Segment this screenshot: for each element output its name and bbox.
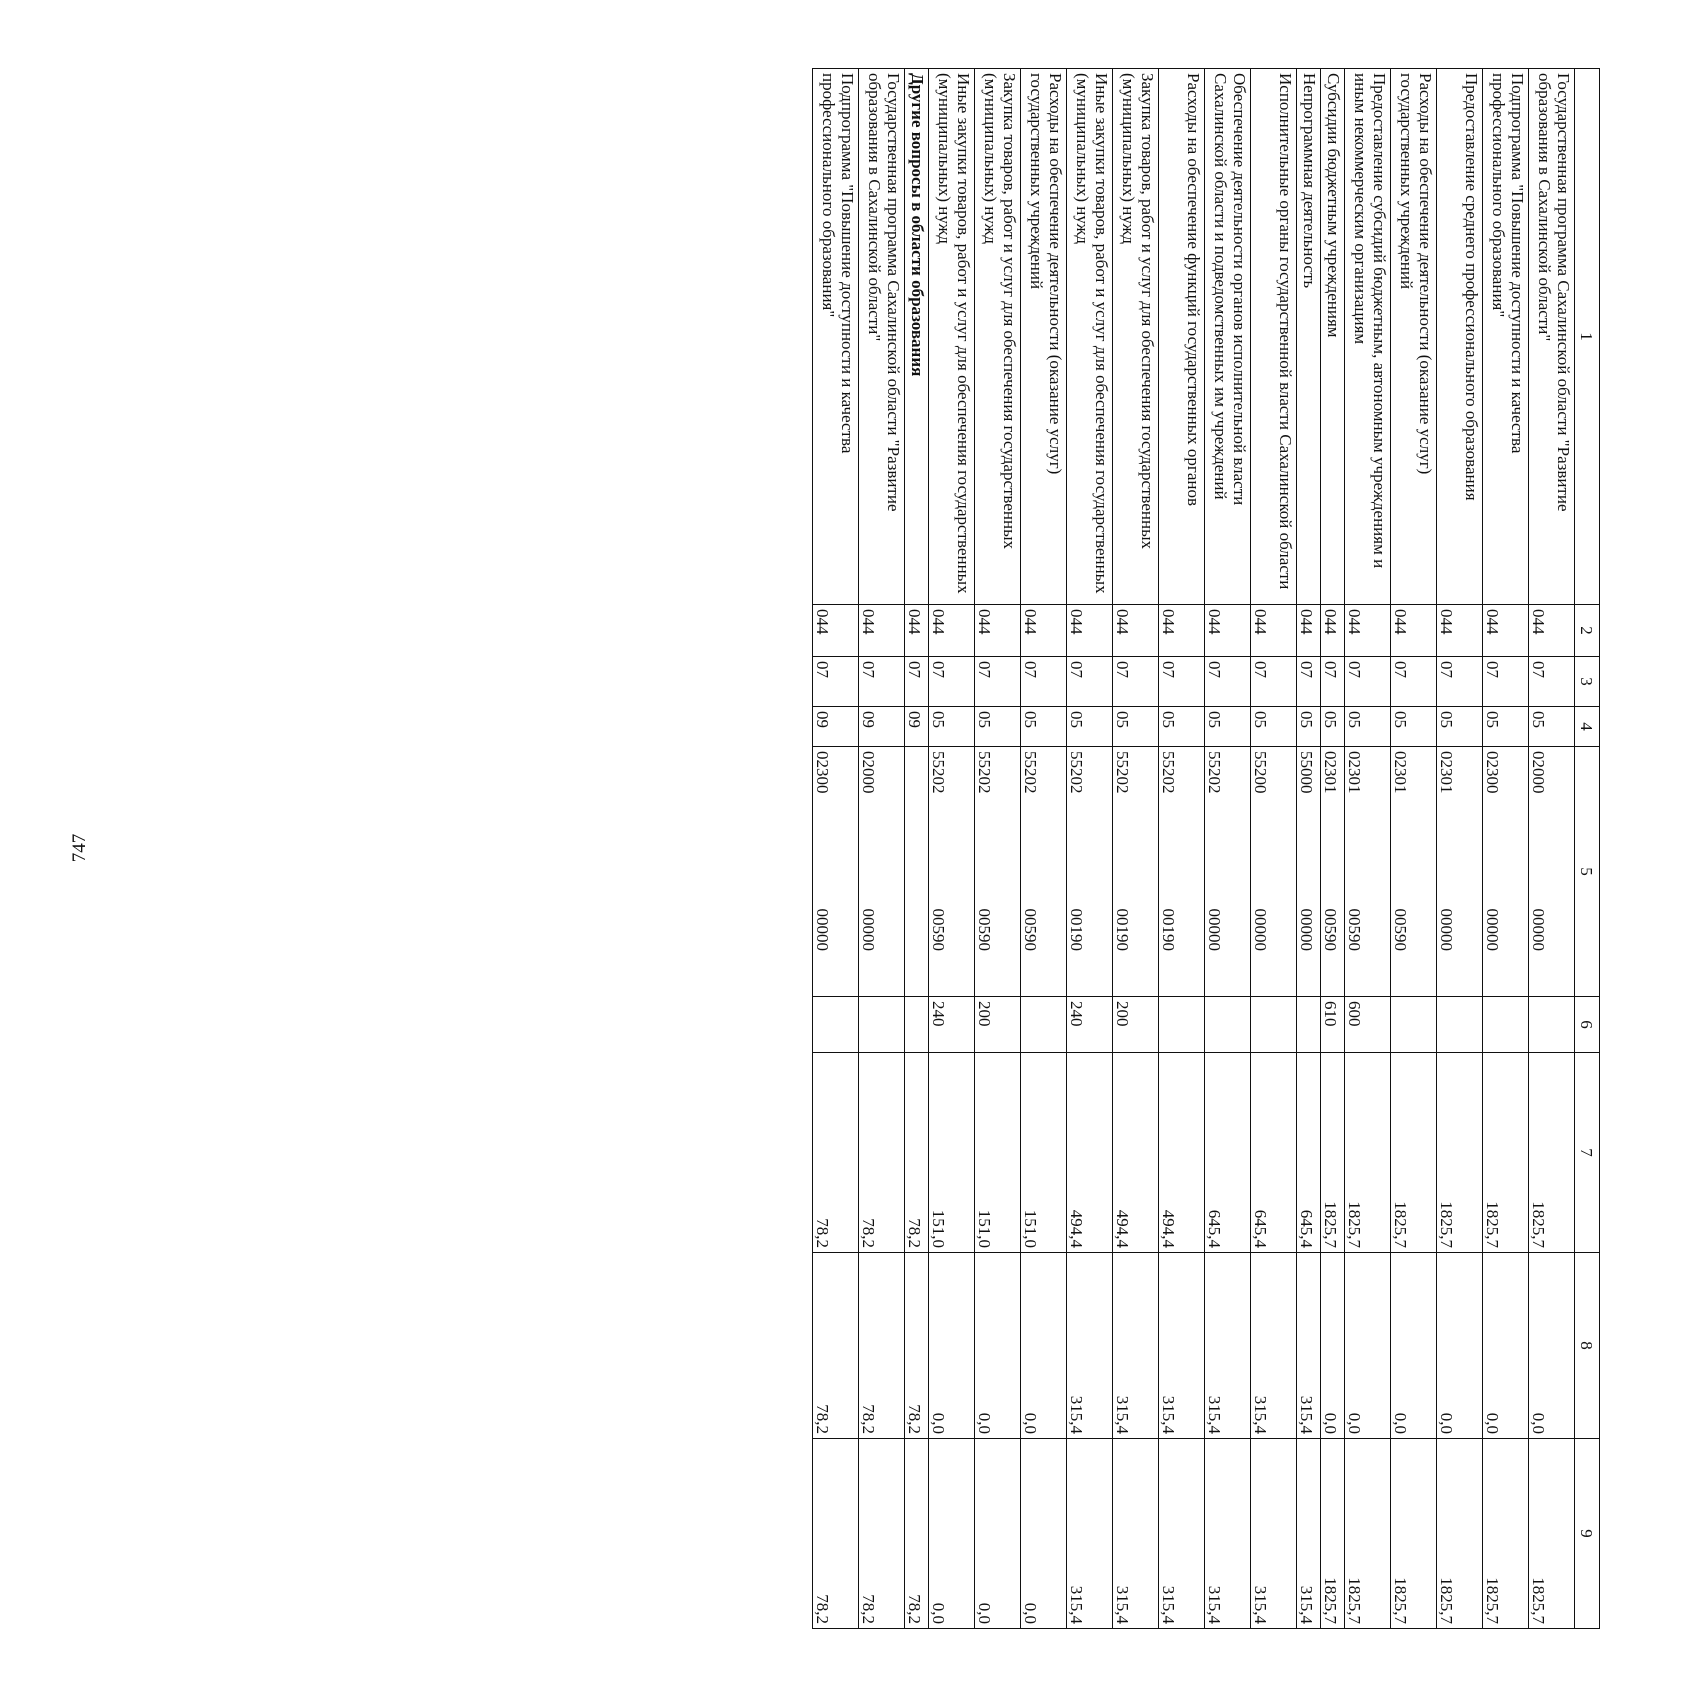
row-chapter: 044: [1391, 605, 1437, 657]
header-col-3: 3: [1575, 657, 1600, 707]
row-chapter: 044: [929, 605, 975, 657]
budget-table: [812, 68, 1600, 1629]
table-row: [905, 69, 929, 1629]
row-target-program: 55202: [1159, 747, 1205, 897]
table-row: [929, 69, 975, 1629]
row-amount-col8: 315,4: [1113, 1253, 1159, 1439]
row-amount-col8: 315,4: [1159, 1253, 1205, 1439]
row-subsection: 09: [905, 707, 929, 747]
row-target-program: 55000: [1297, 747, 1321, 897]
row-name: Иные закупки товаров, работ и услуг для обеспечения государственных (муниципальных) нужд: [1067, 69, 1113, 605]
row-amount-col9: 0,0: [1021, 1439, 1067, 1629]
table-row: [1251, 69, 1297, 1629]
row-target-direction: 00000: [1251, 897, 1297, 997]
row-subsection: 09: [859, 707, 905, 747]
row-amount-col9: 1825,7: [1483, 1439, 1529, 1629]
row-expense-type: 200: [1113, 997, 1159, 1053]
row-name: Предоставление субсидий бюджетным, автономным учреждениям и иным некоммерческим организациям: [1345, 69, 1391, 605]
row-amount-col9: 1825,7: [1345, 1439, 1391, 1629]
row-target-direction: 00000: [1297, 897, 1321, 997]
row-expense-type: [1483, 997, 1529, 1053]
rotated-content: [500, 0, 1700, 1700]
row-expense-type: 200: [975, 997, 1021, 1053]
row-section: 07: [859, 657, 905, 707]
row-amount-col8: 0,0: [1529, 1253, 1575, 1439]
row-amount-col7: 151,0: [975, 1053, 1021, 1253]
table-row: [859, 69, 905, 1629]
row-amount-col8: 0,0: [1391, 1253, 1437, 1439]
row-chapter: 044: [813, 605, 859, 657]
row-subsection: 05: [1483, 707, 1529, 747]
row-expense-type: [905, 997, 929, 1053]
row-target-program: 02300: [813, 747, 859, 897]
row-target-program: 02301: [1391, 747, 1437, 897]
row-chapter: 044: [975, 605, 1021, 657]
row-amount-col9: 1825,7: [1529, 1439, 1575, 1629]
row-amount-col7: 1825,7: [1529, 1053, 1575, 1253]
row-expense-type: 610: [1321, 997, 1345, 1053]
row-amount-col8: 0,0: [975, 1253, 1021, 1439]
row-amount-col7: 494,4: [1159, 1053, 1205, 1253]
header-col-9: 9: [1575, 1439, 1600, 1629]
row-subsection: 05: [1321, 707, 1345, 747]
row-chapter: 044: [905, 605, 929, 657]
row-target-direction: 00000: [1483, 897, 1529, 997]
row-amount-col7: 1825,7: [1483, 1053, 1529, 1253]
row-target-program: 02301: [1321, 747, 1345, 897]
row-amount-col9: 315,4: [1159, 1439, 1205, 1629]
row-expense-type: 600: [1345, 997, 1391, 1053]
row-expense-type: 240: [929, 997, 975, 1053]
row-chapter: 044: [1159, 605, 1205, 657]
row-expense-type: [859, 997, 905, 1053]
table-row: [1321, 69, 1345, 1629]
row-amount-col9: 315,4: [1251, 1439, 1297, 1629]
table-row: [813, 69, 859, 1629]
row-target-direction: 00590: [1391, 897, 1437, 997]
row-target-direction: 00190: [1067, 897, 1113, 997]
row-expense-type: [1205, 997, 1251, 1053]
row-target-program: 55202: [929, 747, 975, 897]
row-chapter: 044: [1321, 605, 1345, 657]
row-section: 07: [1345, 657, 1391, 707]
row-subsection: 05: [975, 707, 1021, 747]
row-target-direction: 00590: [1321, 897, 1345, 997]
table-row: [1483, 69, 1529, 1629]
row-chapter: 044: [1437, 605, 1483, 657]
row-amount-col8: 315,4: [1067, 1253, 1113, 1439]
row-amount-col9: 315,4: [1205, 1439, 1251, 1629]
row-section: 07: [1113, 657, 1159, 707]
row-amount-col8: 315,4: [1205, 1253, 1251, 1439]
row-target-direction: 00000: [813, 897, 859, 997]
row-name: Подпрограмма "Повышение доступности и качества профессионального образования": [1483, 69, 1529, 605]
row-amount-col8: 78,2: [813, 1253, 859, 1439]
row-chapter: 044: [1113, 605, 1159, 657]
row-target-program: 02301: [1345, 747, 1391, 897]
row-target-program: 02000: [1529, 747, 1575, 897]
row-section: 07: [813, 657, 859, 707]
row-chapter: 044: [1205, 605, 1251, 657]
row-amount-col7: 78,2: [813, 1053, 859, 1253]
row-amount-col8: 0,0: [929, 1253, 975, 1439]
row-amount-col9: 0,0: [929, 1439, 975, 1629]
row-expense-type: 240: [1067, 997, 1113, 1053]
row-chapter: 044: [1251, 605, 1297, 657]
row-amount-col7: 645,4: [1251, 1053, 1297, 1253]
table-row: [1113, 69, 1159, 1629]
row-chapter: 044: [1021, 605, 1067, 657]
row-expense-type: [1529, 997, 1575, 1053]
row-subsection: 05: [1345, 707, 1391, 747]
row-target-direction: 00000: [1529, 897, 1575, 997]
row-subsection: 05: [1113, 707, 1159, 747]
header-col-6: 6: [1575, 997, 1600, 1053]
row-amount-col9: 1825,7: [1391, 1439, 1437, 1629]
row-name: Исполнительные органы государственной власти Сахалинской области: [1251, 69, 1297, 605]
row-amount-col9: 78,2: [859, 1439, 905, 1629]
row-target-direction: 00190: [1159, 897, 1205, 997]
row-target-program: 02000: [859, 747, 905, 897]
row-subsection: 05: [1437, 707, 1483, 747]
row-subsection: 05: [1251, 707, 1297, 747]
row-target-direction: 00590: [1021, 897, 1067, 997]
row-section: 07: [1021, 657, 1067, 707]
row-target-direction: 00190: [1113, 897, 1159, 997]
header-col-1: 1: [1575, 69, 1600, 605]
row-target-direction: 00000: [1205, 897, 1251, 997]
header-col-5: 5: [1575, 747, 1600, 997]
row-name: Закупка товаров, работ и услуг для обеспечения государственных (муниципальных) нужд: [1113, 69, 1159, 605]
row-section: 07: [905, 657, 929, 707]
row-subsection: 05: [1529, 707, 1575, 747]
row-target-program: 55202: [1113, 747, 1159, 897]
row-section: 07: [1391, 657, 1437, 707]
row-section: 07: [1321, 657, 1345, 707]
row-amount-col8: 0,0: [1021, 1253, 1067, 1439]
table-body: [813, 69, 1575, 1629]
row-amount-col9: 315,4: [1067, 1439, 1113, 1629]
row-target-program: 55202: [1067, 747, 1113, 897]
table-row: [1345, 69, 1391, 1629]
row-amount-col9: 1825,7: [1321, 1439, 1345, 1629]
row-subsection: 05: [1067, 707, 1113, 747]
row-expense-type: [1159, 997, 1205, 1053]
row-subsection: 05: [1297, 707, 1321, 747]
row-amount-col8: 315,4: [1251, 1253, 1297, 1439]
row-amount-col9: 1825,7: [1437, 1439, 1483, 1629]
row-target-program: 02300: [1483, 747, 1529, 897]
row-target-program: 55202: [1205, 747, 1251, 897]
row-chapter: 044: [859, 605, 905, 657]
row-section: 07: [1483, 657, 1529, 707]
table-row: [1159, 69, 1205, 1629]
row-target-direction: [905, 897, 929, 997]
row-target-direction: 00590: [929, 897, 975, 997]
row-section: 07: [1437, 657, 1483, 707]
row-target-program: 55202: [975, 747, 1021, 897]
row-target-direction: 00590: [1345, 897, 1391, 997]
row-amount-col8: 315,4: [1297, 1253, 1321, 1439]
row-name: Обеспечение деятельности органов исполнительной власти Сахалинской области и подведомственных им учреждений: [1205, 69, 1251, 605]
page-number: 747: [69, 833, 90, 863]
row-amount-col9: 78,2: [813, 1439, 859, 1629]
row-expense-type: [1251, 997, 1297, 1053]
row-target-direction: 00590: [975, 897, 1021, 997]
header-col-7: 7: [1575, 1053, 1600, 1253]
row-subsection: 05: [1159, 707, 1205, 747]
row-name: Расходы на обеспечение функций государственных органов: [1159, 69, 1205, 605]
row-name: Предоставление среднего профессионального образования: [1437, 69, 1483, 605]
row-amount-col9: 78,2: [905, 1439, 929, 1629]
table-row: [1437, 69, 1483, 1629]
row-name: Расходы на обеспечение деятельности (оказание услуг) государственных учреждений: [1391, 69, 1437, 605]
row-section: 07: [1251, 657, 1297, 707]
row-expense-type: [1021, 997, 1067, 1053]
header-col-4: 4: [1575, 707, 1600, 747]
row-expense-type: [1391, 997, 1437, 1053]
row-target-direction: 00000: [859, 897, 905, 997]
row-amount-col7: 151,0: [929, 1053, 975, 1253]
row-chapter: 044: [1345, 605, 1391, 657]
row-section: 07: [1159, 657, 1205, 707]
row-target-direction: 00000: [1437, 897, 1483, 997]
row-expense-type: [1297, 997, 1321, 1053]
row-amount-col8: 0,0: [1345, 1253, 1391, 1439]
row-amount-col8: 0,0: [1437, 1253, 1483, 1439]
row-name: Государственная программа Сахалинской области "Развитие образования в Сахалинской области": [1529, 69, 1575, 605]
row-amount-col8: 0,0: [1483, 1253, 1529, 1439]
row-amount-col7: 494,4: [1113, 1053, 1159, 1253]
table-row: [1205, 69, 1251, 1629]
row-section: 07: [1297, 657, 1321, 707]
row-name: Закупка товаров, работ и услуг для обеспечения государственных (муниципальных) нужд: [975, 69, 1021, 605]
row-name: Субсидии бюджетным учреждениям: [1321, 69, 1345, 605]
header-row: [1575, 69, 1600, 1629]
row-amount-col8: 78,2: [859, 1253, 905, 1439]
row-section: 07: [1067, 657, 1113, 707]
row-subsection: 05: [1021, 707, 1067, 747]
row-name: Государственная программа Сахалинской области "Развитие образования в Сахалинской области": [859, 69, 905, 605]
row-name: Иные закупки товаров, работ и услуг для обеспечения государственных (муниципальных) нужд: [929, 69, 975, 605]
row-name: Подпрограмма "Повышение доступности и качества профессионального образования": [813, 69, 859, 605]
header-col-2: 2: [1575, 605, 1600, 657]
table-row: [1021, 69, 1067, 1629]
table-row: [1391, 69, 1437, 1629]
row-amount-col7: 78,2: [859, 1053, 905, 1253]
row-amount-col8: 78,2: [905, 1253, 929, 1439]
row-target-program: [905, 747, 929, 897]
row-amount-col7: 1825,7: [1321, 1053, 1345, 1253]
row-amount-col7: 1825,7: [1345, 1053, 1391, 1253]
row-amount-col9: 315,4: [1297, 1439, 1321, 1629]
table-row: [1297, 69, 1321, 1629]
row-subsection: 05: [1205, 707, 1251, 747]
row-chapter: 044: [1483, 605, 1529, 657]
row-subsection: 09: [813, 707, 859, 747]
row-section: 07: [929, 657, 975, 707]
row-target-program: 02301: [1437, 747, 1483, 897]
row-section: 07: [1529, 657, 1575, 707]
row-name: Другие вопросы в области образования: [905, 69, 929, 605]
row-subsection: 05: [1391, 707, 1437, 747]
row-amount-col7: 1825,7: [1437, 1053, 1483, 1253]
row-amount-col7: 1825,7: [1391, 1053, 1437, 1253]
row-chapter: 044: [1067, 605, 1113, 657]
row-section: 07: [975, 657, 1021, 707]
table-row: [975, 69, 1021, 1629]
row-amount-col9: 0,0: [975, 1439, 1021, 1629]
row-chapter: 044: [1529, 605, 1575, 657]
row-amount-col7: 645,4: [1205, 1053, 1251, 1253]
row-name: Расходы на обеспечение деятельности (оказание услуг) государственных учреждений: [1021, 69, 1067, 605]
row-amount-col7: 151,0: [1021, 1053, 1067, 1253]
row-amount-col8: 0,0: [1321, 1253, 1345, 1439]
row-chapter: 044: [1297, 605, 1321, 657]
row-expense-type: [1437, 997, 1483, 1053]
row-amount-col7: 78,2: [905, 1053, 929, 1253]
header-col-8: 8: [1575, 1253, 1600, 1439]
row-section: 07: [1205, 657, 1251, 707]
table-row: [1067, 69, 1113, 1629]
row-name: Непрограммная деятельность: [1297, 69, 1321, 605]
row-subsection: 05: [929, 707, 975, 747]
row-expense-type: [813, 997, 859, 1053]
row-amount-col7: 494,4: [1067, 1053, 1113, 1253]
row-amount-col9: 315,4: [1113, 1439, 1159, 1629]
table-row: [1529, 69, 1575, 1629]
row-target-program: 55200: [1251, 747, 1297, 897]
row-amount-col7: 645,4: [1297, 1053, 1321, 1253]
row-target-program: 55202: [1021, 747, 1067, 897]
